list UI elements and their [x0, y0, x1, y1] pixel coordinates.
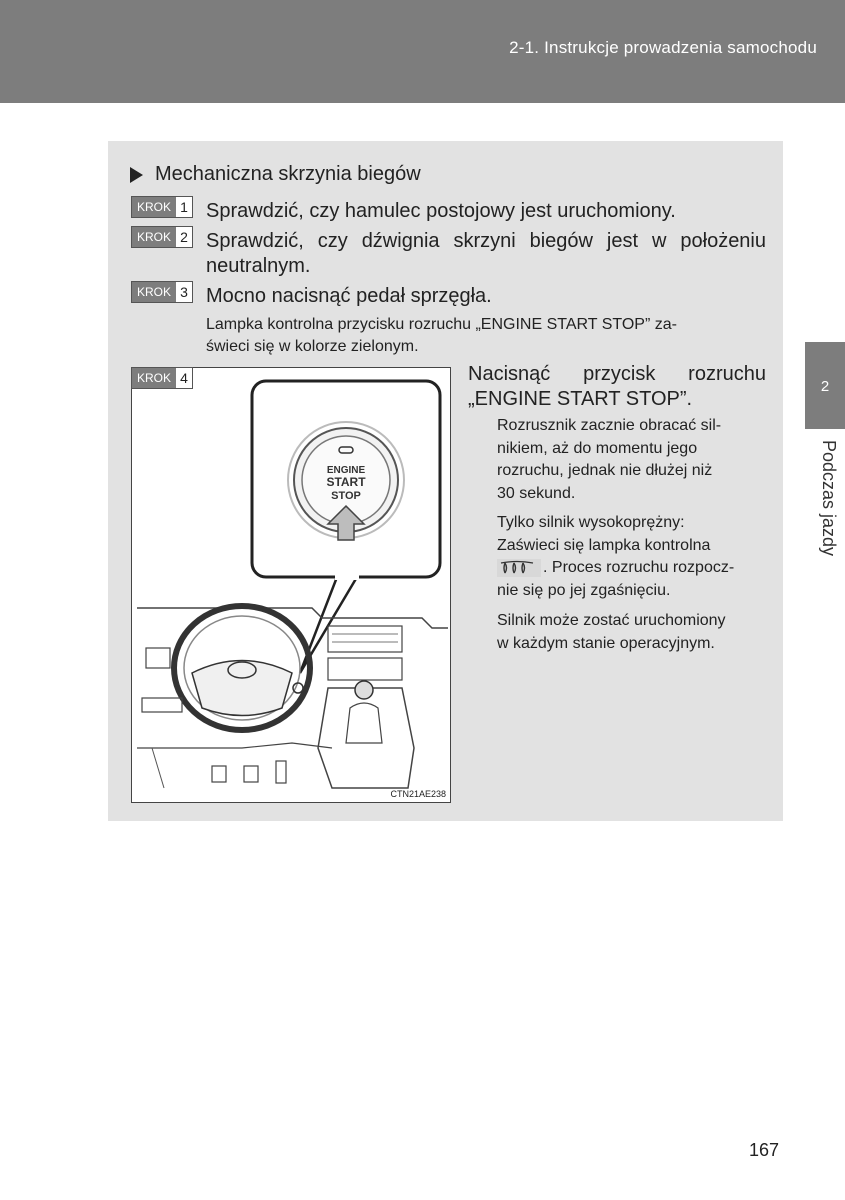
callout-pointer-mask [335, 571, 359, 580]
step-badge-1 [131, 196, 193, 218]
chapter-label: Podczas jazdy [819, 440, 839, 557]
step-badge-number: 2 [176, 227, 192, 247]
dashboard-drawing [132, 368, 450, 802]
start-button-label-engine: ENGINE [326, 465, 366, 476]
text-line: 30 sekund. [497, 484, 576, 502]
step-2-text-line1: Sprawdzić, czy dźwignia skrzyni biegów jest w położeniu [206, 230, 766, 252]
step-badge-2 [131, 226, 193, 248]
header-bar [0, 0, 845, 103]
step-badge-word: KROK [132, 282, 176, 302]
illustration-code: CTN21AE238 [390, 789, 446, 799]
coil-path [513, 563, 516, 573]
step-4-title-line2: „ENGINE START STOP”. [468, 388, 693, 410]
gear-boot [346, 703, 382, 743]
step-3-text: Mocno nacisnąć pedał sprzęgła. [206, 285, 492, 307]
text-line: Tylko silnik wysokoprężny: [497, 514, 685, 531]
dashboard-lower-line [137, 743, 332, 748]
step-2-text-line2: neutralnym. [206, 255, 311, 277]
accelerator-pedal [276, 761, 286, 783]
text-line: Zaświeci się lampka kontrolna [497, 536, 711, 554]
triangle-right-icon [130, 167, 143, 183]
step-3-note-line2: świeci się w kolorze zielonym. [206, 338, 419, 355]
chapter-number: 2 [820, 378, 830, 395]
text-line-with-icon [497, 557, 734, 580]
step-4-paragraph-2 [497, 512, 734, 602]
glow-plug-svg [497, 559, 541, 577]
step-badge-4 [131, 367, 193, 389]
step-badge-3 [131, 281, 193, 303]
brake-pedal [244, 766, 258, 782]
glow-plug-indicator-icon [497, 559, 541, 577]
page-number: 167 [749, 1140, 780, 1160]
dash-start-button [293, 683, 303, 693]
step-badge-word: KROK [132, 227, 176, 247]
text-line: nie się po jej zgaśnięciu. [497, 581, 671, 599]
step-badge-word: KROK [132, 197, 176, 217]
step-badge-number: 3 [176, 282, 192, 302]
switch-panel [142, 698, 182, 712]
section-title: Mechaniczna skrzynia biegów [155, 163, 421, 185]
text-line: Rozrusznik zacznie obracać sil- [497, 417, 722, 434]
step-badge-number: 1 [176, 197, 192, 217]
step-3-note-line1: Lampka kontrolna przycisku rozruchu „ENGINE START STOP” za- [206, 316, 677, 333]
section-heading [130, 163, 421, 186]
step-4-paragraph-1 [497, 415, 721, 505]
coil-top [501, 561, 533, 563]
chapter-tab [805, 342, 845, 429]
floor-line [152, 748, 164, 788]
start-button-label-stop: STOP [331, 490, 361, 502]
step-4-title-line1: Nacisnąć przycisk rozruchu [468, 363, 766, 385]
gear-knob [355, 681, 373, 699]
text-line: rozruchu, jednak nie dłużej niż [497, 462, 713, 479]
step-badge-word: KROK [132, 368, 176, 388]
coil-path [522, 563, 525, 573]
side-vent [146, 648, 170, 668]
console-vents [328, 626, 402, 652]
steering-wheel-hub [192, 661, 292, 716]
console-controls [328, 658, 402, 680]
step-1-text: Sprawdzić, czy hamulec postojowy jest uruchomiony. [206, 200, 676, 222]
coil-path [504, 563, 507, 573]
text-after-icon: . Proces rozruchu rozpocz- [543, 559, 735, 576]
text-line: w każdym stanie operacyjnym. [497, 634, 715, 652]
clutch-pedal [212, 766, 226, 782]
step-4-paragraph-3 [497, 610, 726, 655]
start-button-label-start: START [326, 475, 366, 489]
dashboard-illustration [131, 367, 451, 803]
step-badge-number: 4 [176, 368, 192, 388]
header-title: 2-1. Instrukcje prowadzenia samochodu [509, 38, 817, 57]
text-line: Silnik może zostać uruchomiony [497, 612, 726, 629]
text-line: nikiem, aż do momentu jego [497, 439, 698, 457]
